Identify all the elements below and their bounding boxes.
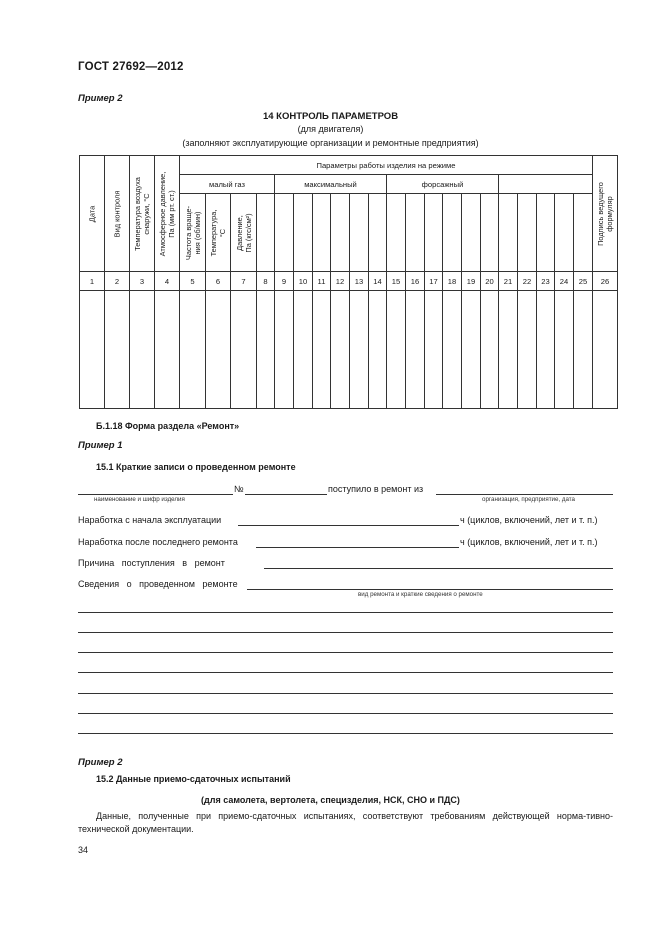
section-151-title: 15.1 Краткие записи о проведенном ремонте	[96, 462, 296, 472]
number-sign: №	[234, 484, 244, 494]
since-repair-units: ч (циклов, включений, лет и т. п.)	[460, 537, 598, 547]
column-number: 13	[350, 272, 369, 291]
product-number-line[interactable]	[245, 494, 327, 495]
b118-heading: Б.1.18 Форма раздела «Ремонт»	[96, 421, 240, 431]
blank-line[interactable]	[78, 733, 613, 734]
column-number: 7	[231, 272, 257, 291]
column-number: 8	[257, 272, 275, 291]
column-number: 25	[574, 272, 593, 291]
column-number: 14	[369, 272, 387, 291]
page-number: 34	[78, 845, 89, 855]
column-number: 9	[275, 272, 294, 291]
column-number: 3	[130, 272, 155, 291]
column-number: 21	[499, 272, 518, 291]
since-start-line[interactable]	[238, 525, 459, 526]
blank-line[interactable]	[78, 652, 613, 653]
example-label-2: Пример 1	[78, 440, 123, 451]
received-label: поступило в ремонт из	[328, 484, 424, 494]
mode-low-gas: малый газ	[180, 175, 275, 194]
col-signature-header: Подпись ведущего формуляр	[596, 181, 614, 246]
example-label-3: Пример 2	[78, 757, 123, 768]
caption-repair-info: вид ремонта и краткие сведения о ремонте	[358, 591, 483, 598]
column-number: 26	[593, 272, 618, 291]
parameters-table	[79, 155, 618, 409]
column-numbers-row	[80, 272, 618, 291]
column-number: 17	[425, 272, 443, 291]
reason-line[interactable]	[264, 568, 613, 569]
column-number: 5	[180, 272, 206, 291]
column-number: 6	[206, 272, 231, 291]
blank-line[interactable]	[78, 612, 613, 613]
since-repair-line[interactable]	[256, 547, 459, 548]
column-number: 20	[481, 272, 499, 291]
caption-organization: организация, предприятие, дата	[482, 496, 575, 503]
column-number: 23	[537, 272, 555, 291]
col-temp-header: Температура воздуха снаружи, °С	[133, 176, 151, 251]
since-repair-label: Наработка после последнего ремонта	[78, 537, 238, 547]
reason-label: Причина поступления в ремонт	[78, 558, 225, 568]
column-number: 22	[518, 272, 537, 291]
params-header: Параметры работы изделия на режиме	[180, 156, 593, 175]
mode-boost: форсажный	[387, 175, 499, 194]
sub-press-header: Давление, Па (кгс/см²)	[234, 212, 253, 253]
blank-line[interactable]	[78, 672, 613, 673]
col-date-header: Дата	[87, 205, 97, 222]
example-label: Пример 2	[78, 93, 123, 104]
column-number: 15	[387, 272, 406, 291]
column-number: 24	[555, 272, 574, 291]
column-number: 1	[80, 272, 105, 291]
product-name-line[interactable]	[78, 494, 233, 495]
section-14-subtitle-2: (заполняют эксплуатирующие организации и ремонтные предприятия)	[182, 138, 479, 148]
sub-temp-header: Температура, °С	[209, 209, 227, 256]
column-number: 2	[105, 272, 130, 291]
organization-line[interactable]	[436, 494, 613, 495]
col-pressure-header: Атмосферное давление, Па (мм рт. ст.)	[158, 171, 176, 256]
since-start-units: ч (циклов, включений, лет и т. п.)	[460, 515, 598, 525]
column-number: 18	[443, 272, 462, 291]
mode-empty	[499, 175, 593, 194]
section-14-subtitle-1: (для двигателя)	[297, 124, 364, 134]
column-number: 16	[406, 272, 425, 291]
document-header: ГОСТ 27692—2012	[78, 61, 184, 73]
section-152-subtitle: (для самолета, вертолета, специзделия, НСК, СНО и ПДС)	[201, 795, 460, 805]
section-14-title: 14 КОНТРОЛЬ ПАРАМЕТРОВ	[262, 111, 399, 122]
caption-product-name: наименование и шифр изделия	[94, 496, 185, 503]
repair-info-label: Сведения о проведенном ремонте	[78, 579, 238, 589]
since-start-label: Наработка с начала эксплуатации	[78, 515, 222, 525]
column-number: 12	[331, 272, 350, 291]
blank-line[interactable]	[78, 693, 613, 694]
blank-line[interactable]	[78, 713, 613, 714]
column-number: 4	[155, 272, 180, 291]
column-number: 19	[462, 272, 481, 291]
section-152-title: 15.2 Данные приемо-сдаточных испытаний	[96, 774, 291, 784]
data-row-empty	[80, 291, 618, 409]
column-number: 10	[294, 272, 313, 291]
acceptance-paragraph: Данные, полученные при приемо-сдаточных испытаниях, соответствуют требованиям действующей норма-тивно-технической документации.	[78, 811, 613, 834]
blank-line[interactable]	[78, 632, 613, 633]
column-number: 11	[313, 272, 331, 291]
sub-freq-header: Частота враще- ния (об/мин)	[183, 205, 202, 260]
col-control-header: Вид контроля	[112, 190, 122, 237]
mode-max: максимальный	[275, 175, 387, 194]
repair-info-line[interactable]	[247, 589, 613, 590]
